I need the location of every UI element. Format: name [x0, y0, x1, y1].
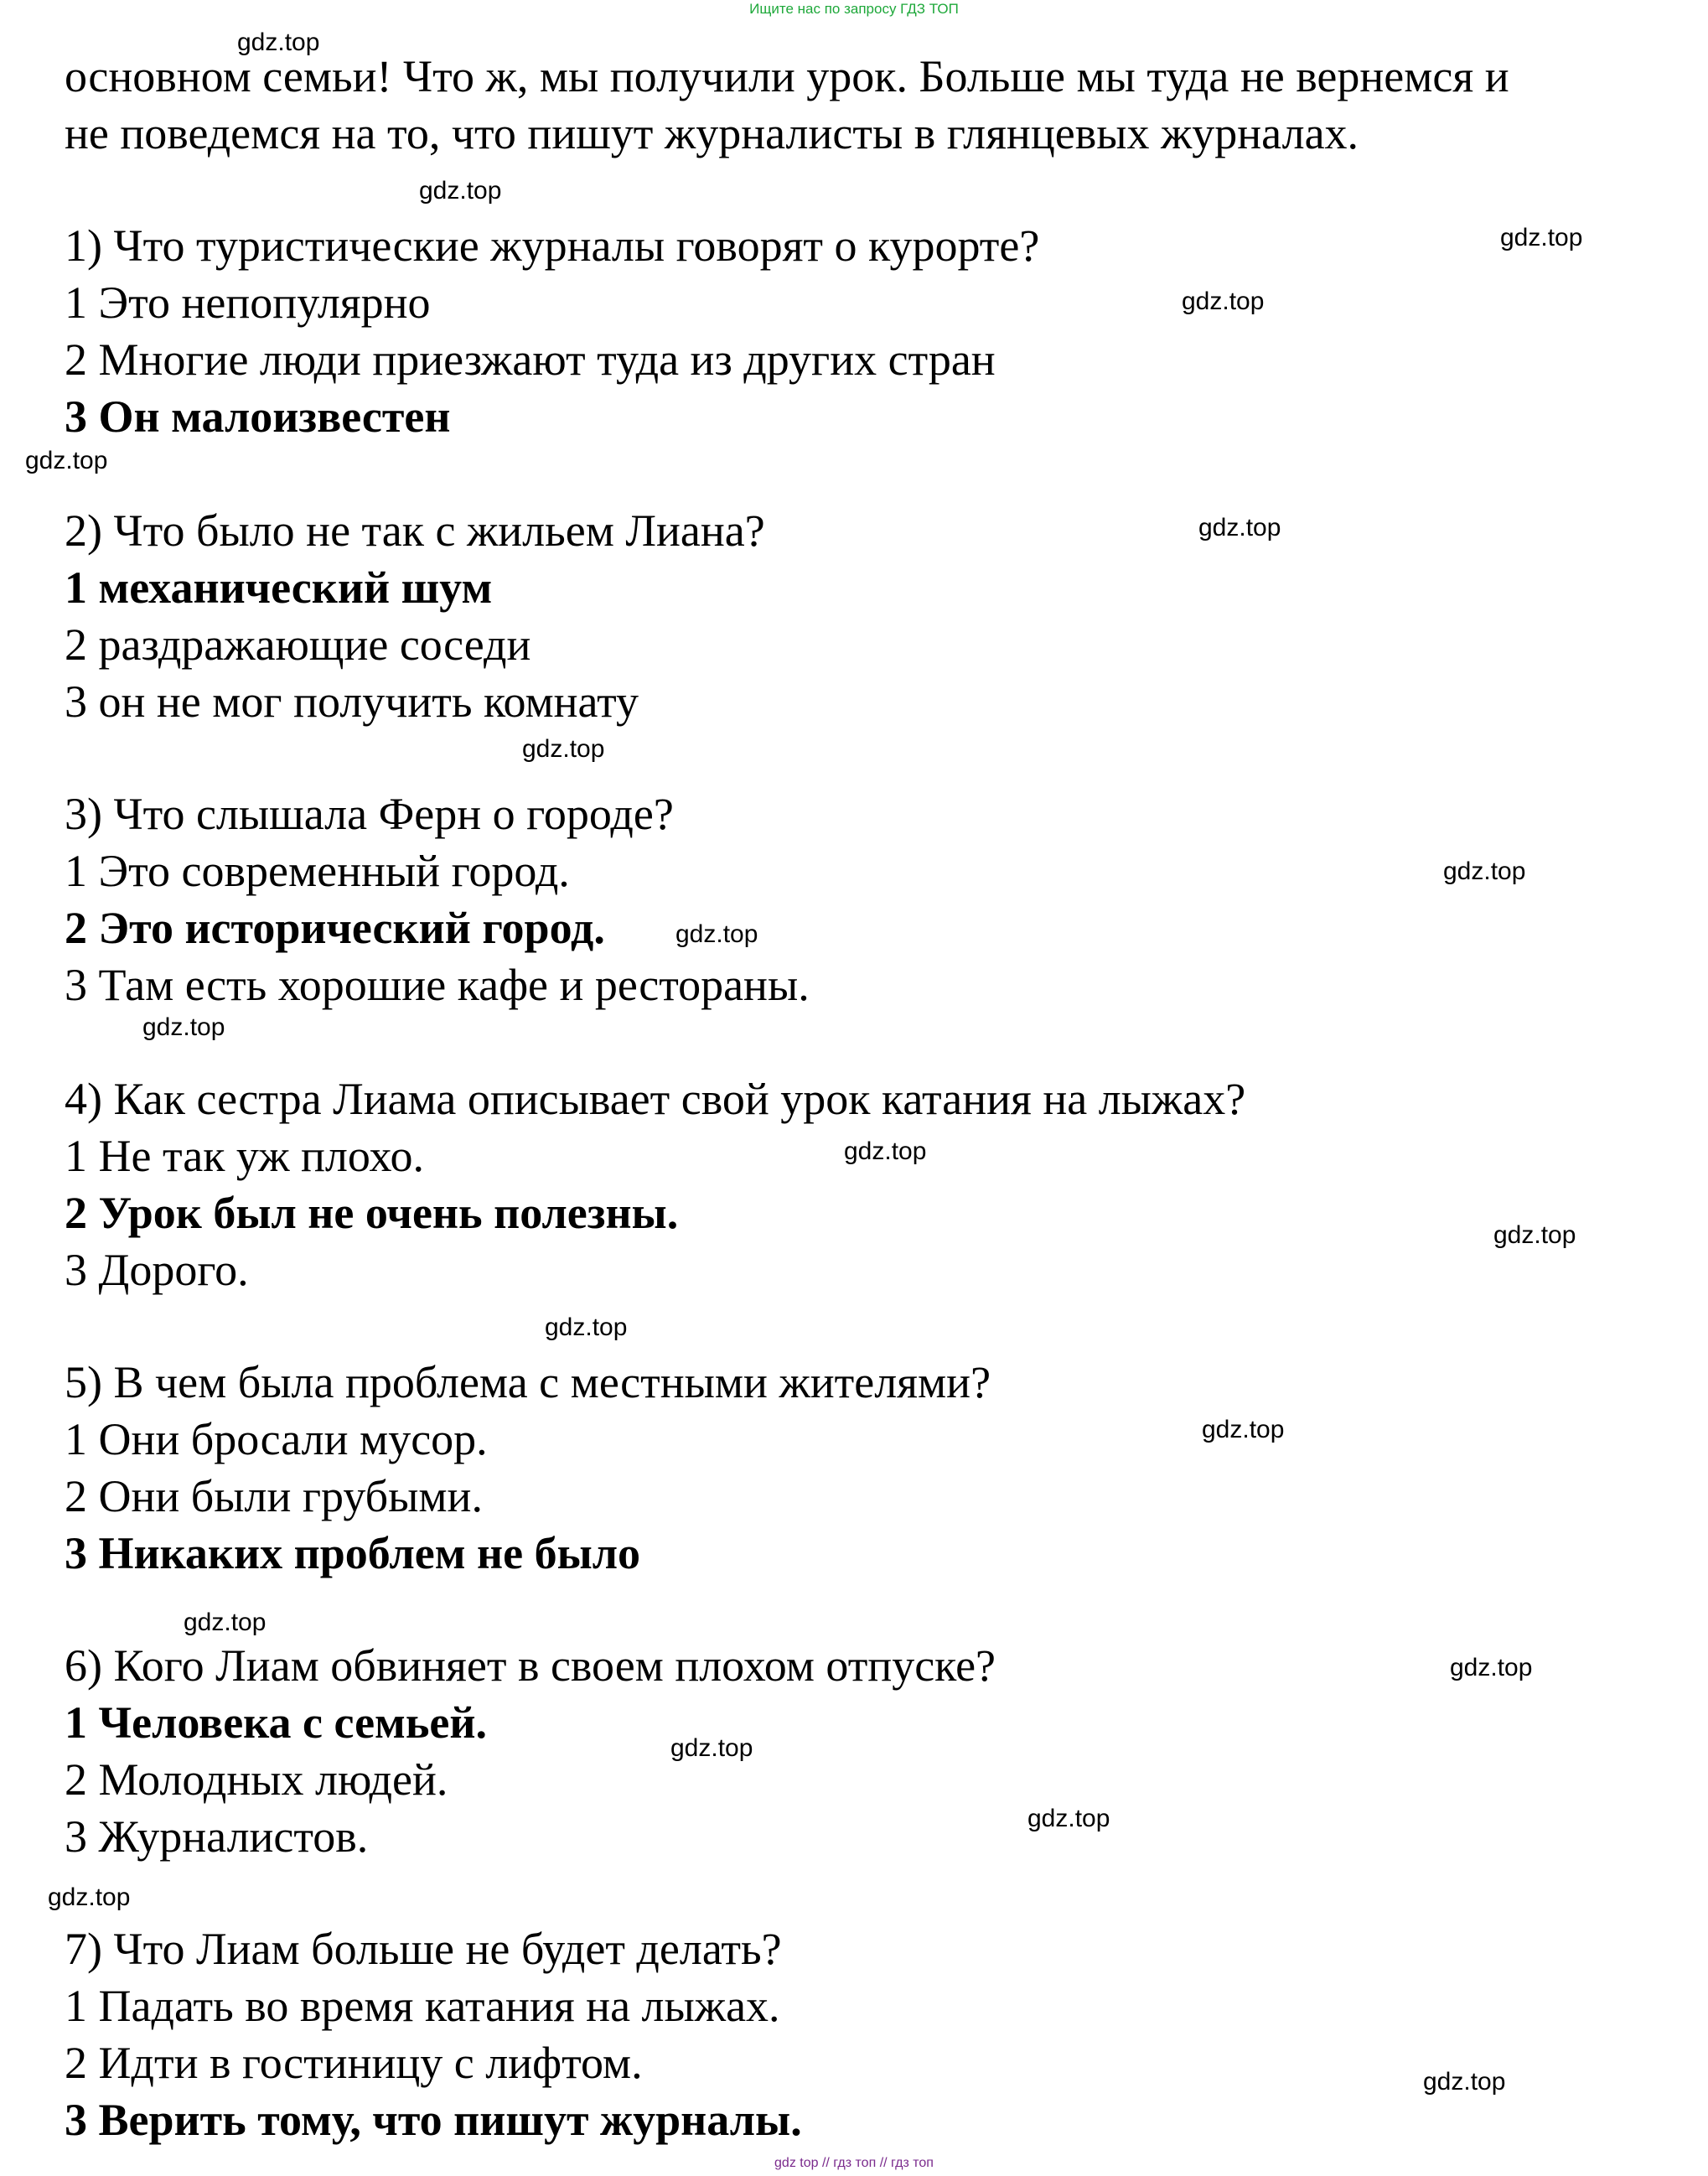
watermark-text: gdz.top	[670, 1734, 753, 1762]
answer-option: 1 Это современный город.	[65, 846, 570, 896]
watermark-text: gdz.top	[1493, 1221, 1576, 1249]
answer-option: 3 Там есть хорошие кафе и рестораны.	[65, 960, 810, 1010]
question-title: 5) В чем была проблема с местными жителями?	[65, 1357, 991, 1407]
search-banner: Ищите нас по запросу ГДЗ ТОП	[749, 1, 959, 17]
watermark-text: gdz.top	[1027, 1805, 1110, 1832]
answer-option: 2 Они были грубыми.	[65, 1471, 483, 1521]
watermark-text: gdz.top	[1500, 224, 1583, 251]
answer-option: 3 Дорого.	[65, 1245, 249, 1295]
watermark-text: gdz.top	[142, 1013, 225, 1041]
correct-answer-option: 2 Это исторический город.	[65, 903, 605, 953]
watermark-text: gdz.top	[184, 1609, 267, 1636]
question-title: 1) Что туристические журналы говорят о курорте?	[65, 220, 1040, 271]
watermark-text: gdz.top	[1182, 288, 1265, 315]
watermark-text: gdz.top	[48, 1883, 131, 1911]
watermark-text: gdz.top	[675, 920, 758, 948]
question-title: 7) Что Лиам больше не будет делать?	[65, 1924, 782, 1974]
answer-option: 3 он не мог получить комнату	[65, 676, 639, 727]
watermark-text: gdz.top	[1443, 857, 1526, 885]
question-title: 2) Что было не так с жильем Лиана?	[65, 505, 765, 556]
answer-option: 3 Журналистов.	[65, 1811, 369, 1862]
answer-option: 2 Многие люди приезжают туда из других стран	[65, 334, 996, 385]
watermark-text: gdz.top	[522, 735, 605, 763]
answer-option: 1 Они бросали мусор.	[65, 1414, 488, 1464]
answer-option: 2 раздражающие соседи	[65, 619, 531, 670]
answer-option: 1 Падать во время катания на лыжах.	[65, 1981, 780, 2031]
question-title: 6) Кого Лиам обвиняет в своем плохом отпуске?	[65, 1640, 996, 1691]
watermark-text: gdz.top	[25, 447, 108, 474]
footer-watermark: gdz top // гдз топ // гдз топ	[774, 2156, 934, 2170]
correct-answer-option: 3 Он малоизвестен	[65, 391, 451, 442]
watermark-text: gdz.top	[844, 1137, 927, 1165]
watermark-text: gdz.top	[1450, 1654, 1533, 1681]
answer-option: 1 Не так уж плохо.	[65, 1131, 424, 1181]
intro-line: не поведемся на то, что пишут журналисты в глянцевых журналах.	[65, 108, 1359, 158]
answer-option: 2 Молодных людей.	[65, 1754, 448, 1805]
watermark-text: gdz.top	[419, 177, 502, 205]
watermark-text: gdz.top	[1202, 1416, 1285, 1443]
question-title: 4) Как сестра Лиама описывает свой урок катания на лыжах?	[65, 1074, 1246, 1124]
correct-answer-option: 3 Никаких проблем не было	[65, 1528, 641, 1578]
correct-answer-option: 1 механический шум	[65, 562, 493, 613]
answer-option: 2 Идти в гостиницу с лифтом.	[65, 2038, 643, 2088]
correct-answer-option: 3 Верить тому, что пишут журналы.	[65, 2095, 802, 2145]
watermark-text: gdz.top	[1423, 2068, 1506, 2096]
watermark-text: gdz.top	[545, 1313, 628, 1341]
watermark-text: gdz.top	[1198, 514, 1281, 541]
correct-answer-option: 1 Человека с семьей.	[65, 1697, 487, 1748]
intro-line: основном семьи! Что ж, мы получили урок. Больше мы туда не вернемся и	[65, 51, 1509, 101]
answer-option: 1 Это непопулярно	[65, 277, 431, 328]
question-title: 3) Что слышала Ферн о городе?	[65, 789, 674, 839]
watermark-text: gdz.top	[237, 28, 320, 56]
correct-answer-option: 2 Урок был не очень полезны.	[65, 1188, 679, 1238]
